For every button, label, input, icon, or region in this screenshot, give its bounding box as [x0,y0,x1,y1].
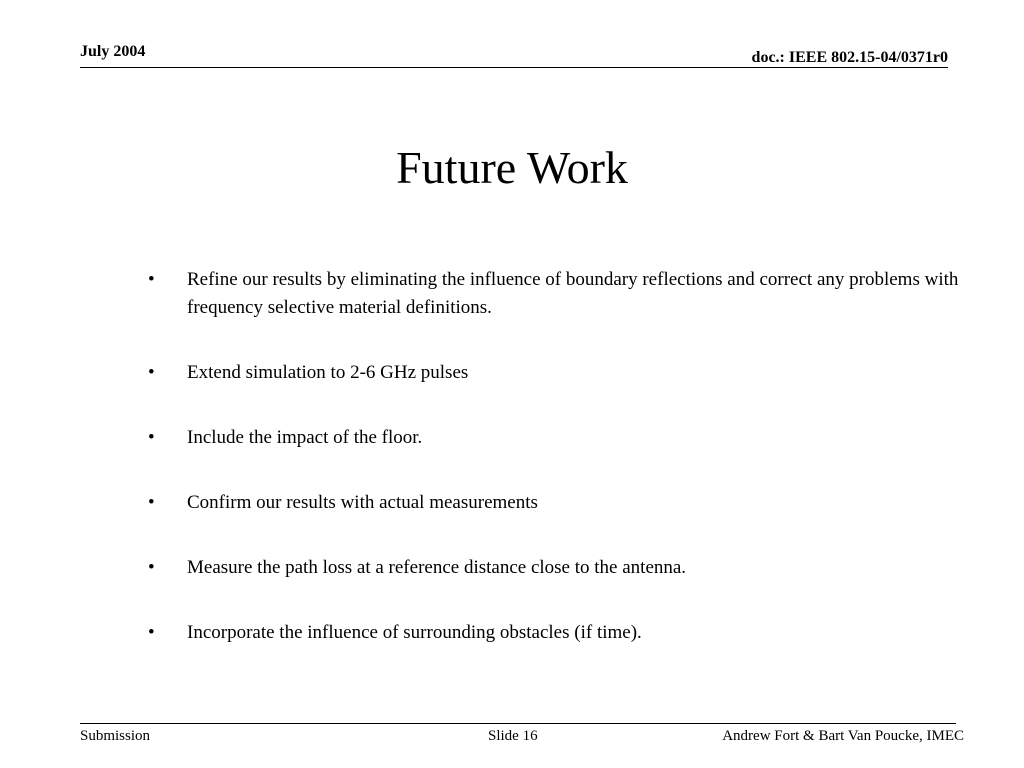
bullet-list [140,266,990,684]
footer-authors: Andrew Fort & Bart Van Poucke, IMEC [722,728,964,744]
footer-divider [80,723,956,724]
bullet-item [140,424,990,452]
bullet-icon: • [148,269,155,290]
bullet-item [140,489,990,517]
bullet-text: Refine our results by eliminating the influence of boundary reflections and correct any problems with frequency selective material definitions. [187,269,959,318]
bullet-item [140,359,990,387]
bullet-text: Extend simulation to 2-6 GHz pulses [187,362,469,383]
bullet-item [140,619,990,647]
bullet-icon: • [148,362,155,383]
bullet-icon: • [148,427,155,448]
bullet-icon: • [148,557,155,578]
bullet-icon: • [148,492,155,513]
header-divider [80,67,948,68]
slide-title: Future Work [396,142,628,193]
bullet-item [140,266,990,322]
bullet-item [140,554,990,582]
bullet-text: Confirm our results with actual measurements [187,492,538,513]
footer-submission: Submission [80,728,151,744]
footer-slide-number: Slide 16 [488,728,538,744]
bullet-text: Measure the path loss at a reference distance close to the antenna. [187,557,687,578]
bullet-text: Include the impact of the floor. [187,427,423,448]
bullet-text: Incorporate the influence of surrounding obstacles (if time). [187,622,642,643]
header-date: July 2004 [80,43,146,60]
bullet-icon: • [148,622,155,643]
header-doc-id: doc.: IEEE 802.15-04/0371r0 [751,49,948,66]
